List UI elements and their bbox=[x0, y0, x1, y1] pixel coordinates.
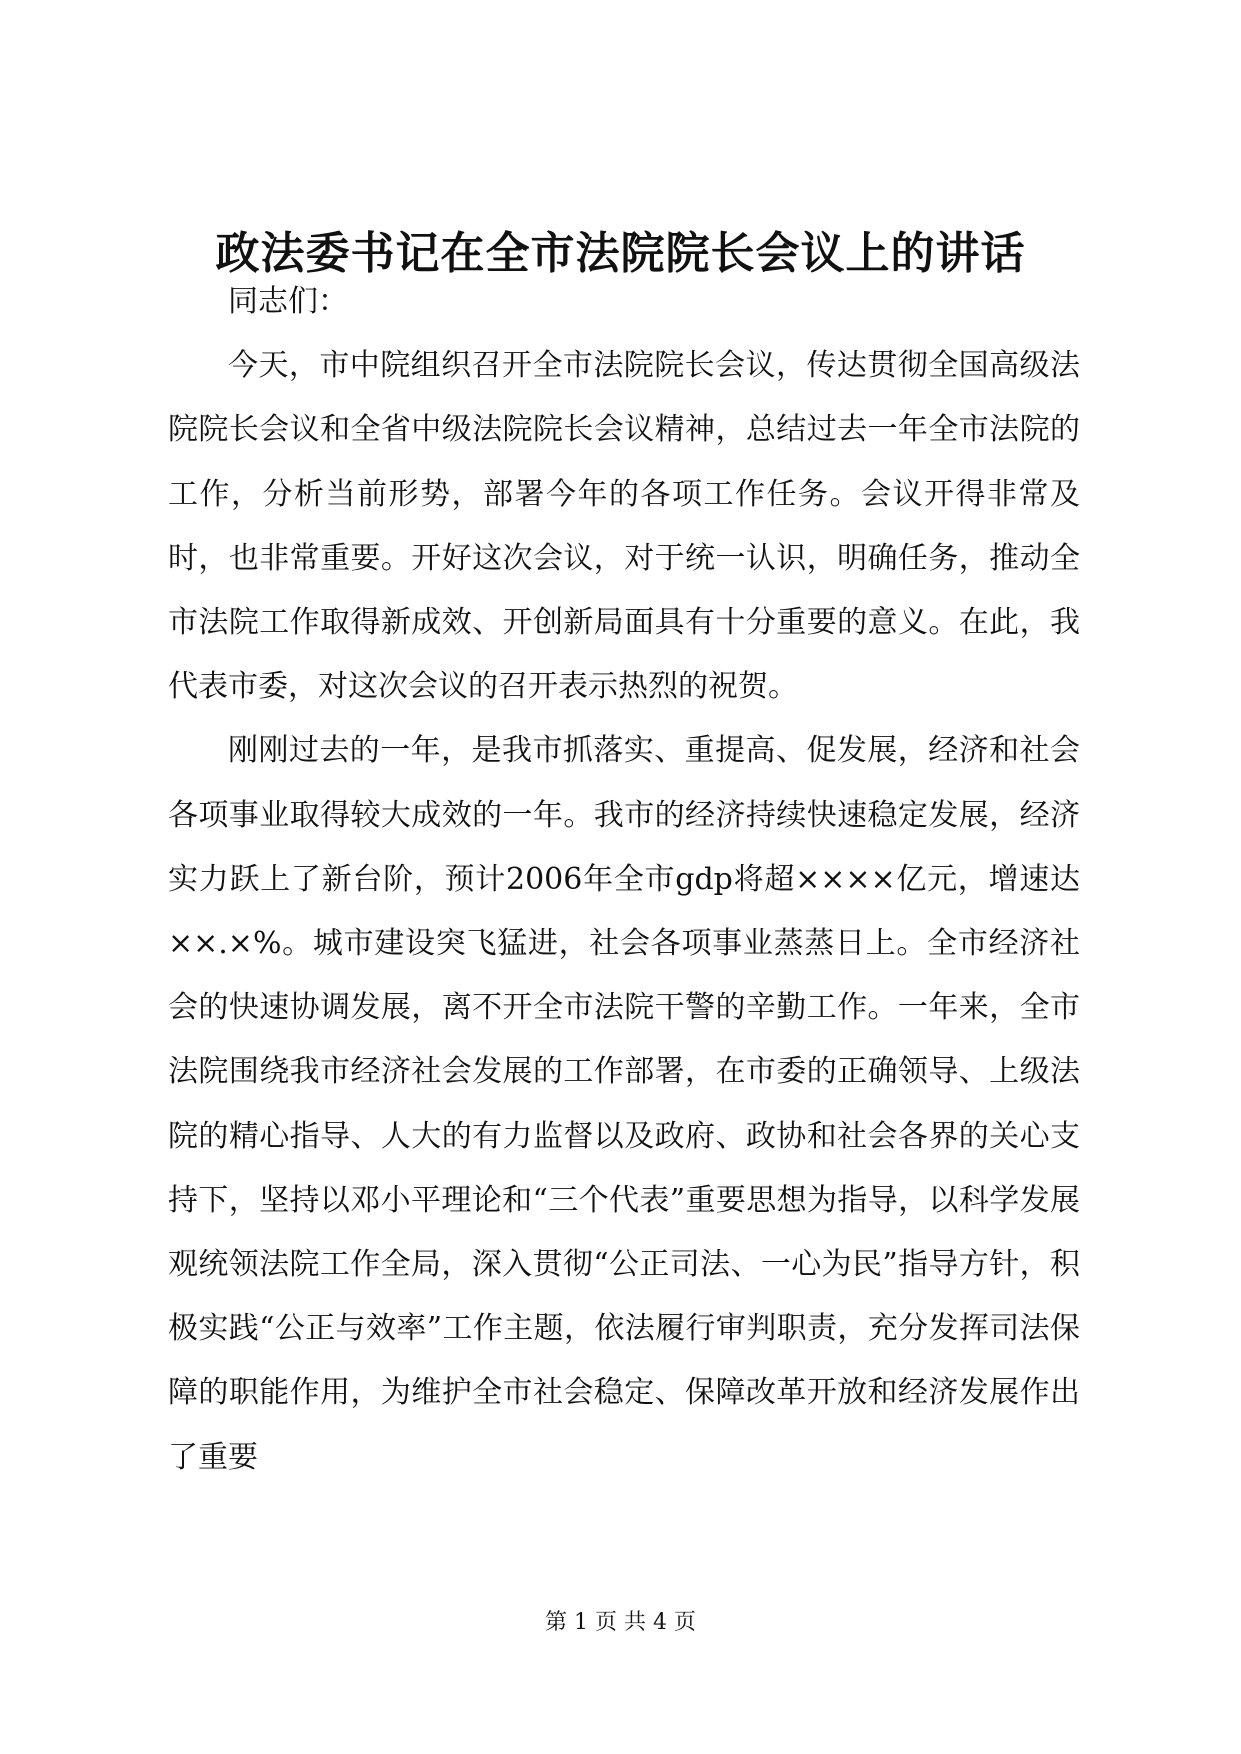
document-title: 政法委书记在全市法院院长会议上的讲话 bbox=[215, 228, 1026, 279]
salutation: 同志们： bbox=[228, 284, 348, 319]
document-body bbox=[168, 270, 1080, 1490]
paragraph-2: 刚刚过去的一年，是我市抓落实、重提高、促发展，经济和社会各项事业取得较大成效的一年。我市的经济持续快速稳定发展，经济实力跃上了新台阶，预计2006年全市gdp将超××××亿元，增速达××.×%。城市建设突飞猛进，社会各项事业蒸蒸日上。全市经济社会的快速协调发展，离不开全市法院干警的辛勤工作。一年来，全市法院围绕我市经济社会发展的工作部署，在市委的正确领导、上级法院的精心指导、人大的有力监督以及政府、政协和社会各界的关心支持下，坚持以邓小平理论和“三个代表”重要思想为指导，以科学发展观统领法院工作全局，深入贯彻“公正司法、一心为民”指导方针，积极实践“公正与效率”工作主题，依法履行审判职责，充分发挥司法保障的职能作用，为维护全市社会稳定、保障改革开放和经济发展作出了重要 bbox=[168, 733, 1080, 1475]
paragraph-1: 今天，市中院组织召开全市法院院长会议，传达贯彻全国高级法院院长会议和全省中级法院院长会议精神，总结过去一年全市法院的工作，分析当前形势，部署今年的各项工作任务。会议开得非常及时，也非常重要。开好这次会议，对于统一认识，明确任务，推动全市法院工作取得新成效、开创新局面具有十分重要的意义。在此，我代表市委，对这次会议的召开表示热烈的祝贺。 bbox=[168, 348, 1080, 705]
page-number-footer: 第 1 页 共 4 页 bbox=[545, 1610, 696, 1635]
